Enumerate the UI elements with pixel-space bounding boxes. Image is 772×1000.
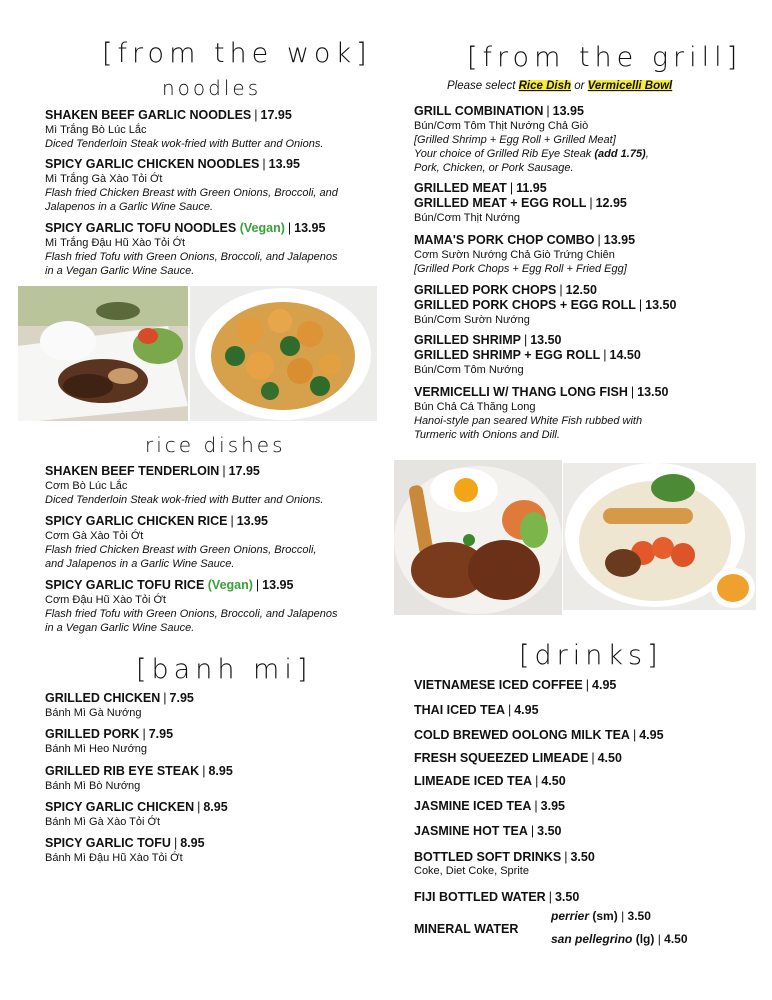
item-viet: Cơm Đậu Hũ Xào Tỏi Ớt [45,594,166,606]
section-title-wok: [from the wok] [102,38,372,69]
item-desc: Flash fried Tofu with Green Onions, Broccoli, and Jalapenos [45,608,338,620]
item-name: SHAKEN BEEF TENDERLOIN [45,464,220,478]
separator: | [163,691,167,705]
item-name: SPICY GARLIC CHICKEN [45,800,195,814]
menu-item [414,385,754,442]
item-name: GRILLED PORK CHOPS [414,283,557,297]
item-desc: Pork, Chicken, or Pork Sausage. [414,162,574,174]
drink-name: LIMEADE ICED TEA [414,774,533,788]
vegan-badge: (Vegan) [207,578,253,592]
item-name: MAMA'S PORK CHOP COMBO [414,233,595,247]
item-name: GRILLED MEAT + EGG ROLL [414,196,587,210]
drink-name: FIJI BOTTLED WATER [414,890,546,904]
menu-item [414,233,754,276]
item-viet: Mì Trắng Gà Xào Tỏi Ớt [45,173,163,185]
item-name: SPICY GARLIC TOFU [45,836,171,850]
drink-item [414,751,622,765]
separator: | [597,233,601,247]
separator: | [222,464,226,478]
menu-item [414,333,754,377]
separator: | [255,578,260,592]
item-price: 13.50 [645,298,677,312]
item-viet: Mì Trắng Bò Lúc Lắc [45,124,147,136]
item-viet: Bánh Mì Heo Nướng [45,743,148,755]
drink-price: 3.50 [570,850,595,864]
menu-item [414,283,754,327]
separator: | [632,728,637,742]
mineral-option-large [551,932,688,946]
separator: | [173,836,178,850]
item-viet: Cơm Sườn Nướng Chả Giò Trứng Chiên [414,249,615,261]
item-desc: Hanoi-style pan seared White Fish rubbed with [414,415,643,427]
item-price: 12.95 [595,196,627,210]
item-viet: Cơm Gà Xào Tỏi Ớt [45,530,144,542]
item-price: 17.95 [228,464,260,478]
item-viet: Bún/Cơm Sườn Nướng [414,314,530,326]
item-price: 13.50 [637,385,669,399]
drink-price: 4.95 [514,703,539,717]
item-desc: and Jalapenos in a Garlic Wine Sauce. [45,558,235,570]
item-desc: , [645,148,649,160]
menu-item [45,464,385,507]
drink-name: FRESH SQUEEZED LIMEADE [414,751,589,765]
menu-item [45,221,385,278]
item-name: GRILLED SHRIMP + EGG ROLL [414,348,601,362]
subsection-title-rice: rice dishes [145,433,286,457]
menu-item [45,764,385,793]
item-price: 13.50 [530,333,562,347]
separator: | [564,850,568,864]
drink-price: 3.95 [540,799,565,813]
item-name: SPICY GARLIC TOFU NOODLES [45,221,237,235]
photo-spicy-tofu-noodles [190,286,377,421]
section-title-drinks: [drinks] [519,640,663,671]
item-price: 7.95 [148,727,174,741]
drink-price: 4.50 [597,751,622,765]
separator: | [287,221,292,235]
separator: | [507,703,512,717]
item-desc: [Grilled Pork Chops + Egg Roll + Fried Egg] [414,263,627,275]
item-desc: Your choice of Grilled Rib Eye Steak [414,148,592,160]
item-price: 13.95 [294,221,326,235]
item-desc: in a Vegan Garlic Wine Sauce. [45,622,195,634]
item-desc: in a Vegan Garlic Wine Sauce. [45,265,195,277]
separator: | [548,890,552,904]
item-viet: Bún/Cơm Tôm Thịt Nướng Chả Giò [414,120,589,132]
separator: | [589,196,593,210]
drink-price: 4.50 [541,774,566,788]
item-name: SPICY GARLIC CHICKEN NOODLES [45,157,260,171]
drink-name: VIETNAMESE ICED COFFEE [414,678,583,692]
drink-name: BOTTLED SOFT DRINKS [414,850,562,864]
drink-item [414,678,616,692]
item-desc: Flash fried Chicken Breast with Green Onions, Broccoli, [45,544,317,556]
option-price: 3.50 [627,909,651,923]
item-price: 13.95 [552,104,584,118]
subsection-title-noodles: noodles [162,76,262,100]
drink-item [414,728,664,742]
drink-name: JASMINE HOT TEA [414,824,528,838]
option-name: san pellegrino [551,932,633,946]
separator: | [638,298,643,312]
item-name: GRILLED MEAT [414,181,507,195]
drink-sub: Coke, Diet Coke, Sprite [414,865,529,877]
item-desc: Diced Tenderloin Steak wok-fried with Butter and Onions. [45,494,324,506]
item-name: GRILLED CHICKEN [45,691,161,705]
drink-item [414,799,565,813]
menu-item [45,108,385,151]
drink-name: JASMINE ICED TEA [414,799,532,813]
item-price: 13.95 [603,233,636,247]
note-text: or [574,80,585,92]
separator: | [603,348,607,362]
separator: | [585,678,590,692]
menu-item [45,800,385,829]
separator: | [254,108,258,122]
item-viet: Bún Chả Cá Thăng Long [414,401,536,413]
photo-pork-chop-combo [394,460,562,615]
menu-item [45,578,385,635]
item-name: SHAKEN BEEF GARLIC NOODLES [45,108,252,122]
menu-item [414,181,754,225]
section-title-grill: [from the grill] [467,42,743,73]
separator: | [591,751,595,765]
item-desc: Turmeric with Onions and Dill. [414,429,560,441]
item-name: VERMICELLI W/ THANG LONG FISH [414,385,628,399]
drink-item [414,703,539,717]
item-viet: Mì Trắng Đậu Hũ Xào Tỏi Ớt [45,237,186,249]
option-size: (lg) [635,932,655,946]
option-name: perrier [551,909,590,923]
item-name: GRILLED RIB EYE STEAK [45,764,200,778]
separator: | [530,824,535,838]
drink-name-mineral: MINERAL WATER [414,922,519,936]
item-price: 14.50 [609,348,641,362]
separator: | [142,727,146,741]
separator: | [657,932,661,946]
item-desc: [Grilled Shrimp + Egg Roll + Grilled Meat] [414,134,616,146]
item-name: SPICY GARLIC TOFU RICE [45,578,205,592]
item-upcharge: (add 1.75) [594,148,646,160]
separator: | [630,385,635,399]
drink-item [414,774,566,788]
separator: | [197,800,201,814]
item-name: GRILLED PORK CHOPS + EGG ROLL [414,298,636,312]
item-price: 17.95 [260,108,292,122]
separator: | [621,909,625,923]
option-price: 4.50 [664,932,688,946]
note-option-rice: Rice Dish [518,80,572,92]
photo-vermicelli-bowl [563,463,756,610]
note-text: Please select [447,80,516,92]
separator: | [559,283,563,297]
menu-item [45,836,385,865]
note-option-vermicelli: Vermicelli Bowl [587,80,673,92]
separator: | [523,333,528,347]
drink-item [414,890,579,904]
item-name: GRILLED PORK [45,727,140,741]
separator: | [509,181,514,195]
menu-item [45,727,385,756]
separator: | [202,764,206,778]
item-name: SPICY GARLIC CHICKEN RICE [45,514,228,528]
item-price: 11.95 [516,181,547,195]
section-title-banhmi: [banh mi] [136,654,313,685]
drink-price: 3.50 [537,824,562,838]
item-desc: Jalapenos in a Garlic Wine Sauce. [45,201,214,213]
item-viet: Bánh Mì Bò Nướng [45,780,141,792]
drink-item [414,850,595,878]
drink-price: 4.95 [639,728,664,742]
separator: | [534,799,538,813]
vegan-badge: (Vegan) [239,221,285,235]
grill-note [447,80,672,92]
item-price: 8.95 [208,764,233,778]
menu-item [45,157,385,214]
menu-item [414,104,754,175]
menu-item [45,691,385,720]
item-price: 13.95 [268,157,300,171]
item-desc: Flash fried Tofu with Green Onions, Broccoli, and Jalapenos [45,251,338,263]
mineral-option-small [551,909,651,923]
item-viet: Bánh Mì Gà Nướng [45,707,142,719]
drink-name: THAI ICED TEA [414,703,505,717]
item-price: 13.95 [236,514,268,528]
separator: | [546,104,550,118]
photo-shaken-beef [18,286,188,421]
item-price: 8.95 [180,836,205,850]
item-viet: Bánh Mì Đậu Hũ Xào Tỏi Ớt [45,852,183,864]
item-desc: Flash fried Chicken Breast with Green Onions, Broccoli, and [45,187,338,199]
item-viet: Bún/Cơm Thịt Nướng [414,212,520,224]
menu-item [45,514,385,571]
drink-price: 3.50 [554,890,580,904]
option-size: (sm) [592,909,618,923]
item-price: 7.95 [169,691,194,705]
separator: | [262,157,266,171]
item-name: GRILLED SHRIMP [414,333,521,347]
separator: | [230,514,234,528]
item-price: 8.95 [203,800,228,814]
item-viet: Cơm Bò Lúc Lắc [45,480,128,492]
separator: | [535,774,539,788]
item-viet: Bánh Mì Gà Xào Tỏi Ớt [45,816,161,828]
drink-price: 4.95 [592,678,617,692]
item-price: 13.95 [262,578,294,592]
item-name: GRILL COMBINATION [414,104,544,118]
drink-item [414,824,562,838]
item-price: 12.50 [565,283,597,297]
drink-name: COLD BREWED OOLONG MILK TEA [414,728,630,742]
item-desc: Diced Tenderloin Steak wok-fried with Butter and Onions. [45,138,324,150]
item-viet: Bún/Cơm Tôm Nướng [414,364,524,376]
